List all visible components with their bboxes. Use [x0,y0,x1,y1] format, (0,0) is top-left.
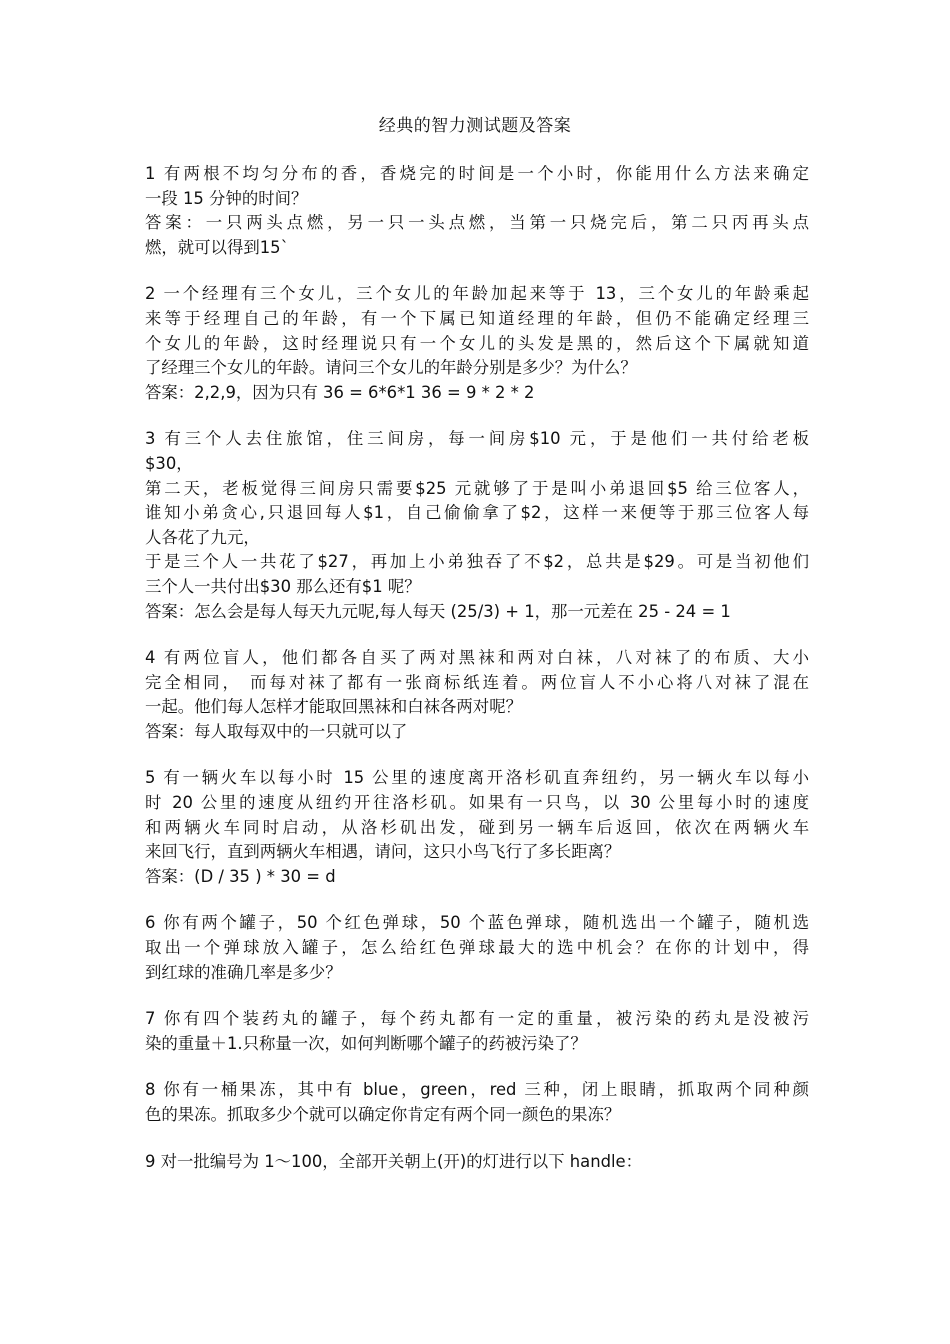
text-line: 4 有两位盲人，他们都各自买了两对黑袜和两对白袜，八对袜了的布质、大小 [145,648,809,668]
text-line: 时 20 公里的速度从纽约开往洛杉矶。如果有一只鸟，以 30 公里每小时的速度 [145,793,809,813]
question-block [145,1150,809,1175]
text-line: 3 有三个人去住旅馆，住三间房，每一间房$10 元，于是他们一共付给老板 [145,429,809,449]
question-block [145,766,809,889]
text-line: 2 一个经理有三个女儿，三个女儿的年龄加起来等于 13，三个女儿的年龄乘起 [145,284,809,304]
text-line: 7 你有四个装药丸的罐子，每个药丸都有一定的重量，被污染的药丸是没被污 [145,1009,809,1029]
text-line: 完全相同， 而每对袜了都有一张商标纸连着。两位盲人不小心将八对袜了混在 [145,672,809,692]
text-line: 和两辆火车同时启动，从洛杉矶出发，碰到另一辆车后返回，依次在两辆火车 [145,817,809,837]
text-line: 燃，就可以得到15` [145,237,289,257]
question-block [145,1007,809,1056]
question-block [145,1078,809,1127]
text-line: 答案：怎么会是每人每天九元呢,每人每天 (25/3) + 1，那一元差在 25 - 24 = 1 [145,601,731,621]
text-line: 一起。他们每人怎样才能取回黑袜和白袜各两对呢？ [145,697,522,717]
question-block [145,646,809,744]
text-line: 个女儿的年龄，这时经理说只有一个女儿的头发是黑的，然后这个下属就知道 [145,333,809,353]
text-line: 答案：(D / 35 ) * 30 = d [145,866,336,886]
text-line: 到红球的准确几率是多少？ [145,962,342,982]
text-line: 了经理三个女儿的年龄。请问三个女儿的年龄分别是多少？为什么？ [145,358,637,378]
text-line: 来等于经理自己的年龄，有一个下属已知道经理的年龄，但仍不能确定经理三 [145,308,809,328]
text-line: 8 你有一桶果冻，其中有 blue，green，red 三种，闭上眼睛，抓取两个同种颜 [145,1080,809,1100]
text-line: 人各花了九元， [145,527,260,547]
question-block [145,162,809,260]
text-line: 6 你有两个罐子，50 个红色弹球，50 个蓝色弹球，随机选出一个罐子，随机选 [145,913,809,933]
text-line: 谁知小弟贪心,只退回每人$1，自己偷偷拿了$2，这样一来便等于那三位客人每 [145,503,809,523]
text-line: 5 有一辆火车以每小时 15 公里的速度离开洛杉矶直奔纽约，另一辆火车以每小 [145,768,809,788]
text-line: 三个人一共付出$30 那么还有$1 呢？ [145,576,421,596]
text-line: 色的果冻。抓取多少个就可以确定你肯定有两个同一颜色的果冻？ [145,1105,621,1124]
text-line: 答案：一只两头点燃，另一只一头点燃，当第一只烧完后，第二只丙再头点 [145,213,809,233]
text-line: 于是三个人一共花了$27，再加上小弟独吞了不$2，总共是$29。可是当初他们 [145,552,809,572]
text-line: 答案：每人取每双中的一只就可以了 [145,721,408,741]
text-line: 答案：2,2,9，因为只有 36 = 6*6*1 36 = 9 * 2 * 2 [145,382,535,402]
text-line: 1 有两根不均匀分布的香，香烧完的时间是一个小时，你能用什么方法来确定 [145,164,809,183]
text-line: 来回飞行，直到两辆火车相遇，请问，这只小鸟飞行了多长距离？ [145,842,621,862]
document-body [145,162,809,1196]
question-block [145,282,809,405]
text-line: 第二天，老板觉得三间房只需要$25 元就够了于是叫小弟退回$5 给三位客人， [145,478,809,498]
question-block [145,427,809,624]
question-block [145,911,809,985]
text-line: $30， [145,453,193,473]
text-line: 取出一个弹球放入罐子，怎么给红色弹球最大的选中机会？在你的计划中，得 [145,938,809,958]
text-line: 9 对一批编号为 1～100，全部开关朝上(开)的灯进行以下 handle： [145,1151,643,1171]
document-title: 经典的智力测试题及答案 [378,116,572,136]
text-line: 染的重量＋1.只称量一次，如何判断哪个罐子的药被污染了？ [145,1033,587,1053]
text-line: 一段 15 分钟的时间？ [145,188,308,208]
